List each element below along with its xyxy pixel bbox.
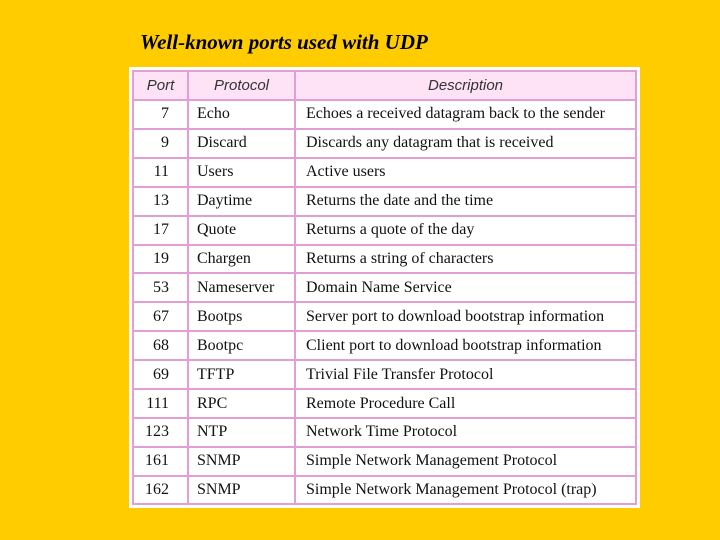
port-cell: 11 <box>134 159 189 188</box>
header-port: Port <box>134 72 189 101</box>
table-row <box>134 361 635 390</box>
description-cell: Domain Name Service <box>296 274 635 303</box>
port-cell: 67 <box>134 303 189 332</box>
protocol-cell: RPC <box>189 390 296 419</box>
description-cell: Client port to download bootstrap information <box>296 332 635 361</box>
udp-ports-table <box>132 70 637 505</box>
table-row <box>134 390 635 419</box>
port-cell: 53 <box>134 274 189 303</box>
description-cell: Returns the date and the time <box>296 188 635 217</box>
description-cell: Returns a quote of the day <box>296 217 635 246</box>
description-cell: Active users <box>296 159 635 188</box>
port-cell: 123 <box>134 419 189 448</box>
protocol-cell: Bootpc <box>189 332 296 361</box>
ports-table-container <box>129 67 640 508</box>
port-cell: 162 <box>134 477 189 503</box>
table-row <box>134 246 635 275</box>
description-cell: Returns a string of characters <box>296 246 635 275</box>
header-protocol: Protocol <box>189 72 296 101</box>
port-cell: 68 <box>134 332 189 361</box>
protocol-cell: Users <box>189 159 296 188</box>
slide-title: Well-known ports used with UDP <box>140 30 428 54</box>
table-row <box>134 217 635 246</box>
table-row <box>134 159 635 188</box>
protocol-cell: Discard <box>189 130 296 159</box>
protocol-cell: Chargen <box>189 246 296 275</box>
header-description: Description <box>296 72 635 101</box>
table-body <box>134 101 635 503</box>
description-cell: Discards any datagram that is received <box>296 130 635 159</box>
table-row <box>134 332 635 361</box>
protocol-cell: TFTP <box>189 361 296 390</box>
protocol-cell: SNMP <box>189 448 296 477</box>
port-cell: 69 <box>134 361 189 390</box>
table-row <box>134 101 635 130</box>
table-row <box>134 130 635 159</box>
protocol-cell: NTP <box>189 419 296 448</box>
description-cell: Echoes a received datagram back to the sender <box>296 101 635 130</box>
port-cell: 7 <box>134 101 189 130</box>
protocol-cell: Quote <box>189 217 296 246</box>
protocol-cell: Bootps <box>189 303 296 332</box>
description-cell: Remote Procedure Call <box>296 390 635 419</box>
protocol-cell: Nameserver <box>189 274 296 303</box>
port-cell: 161 <box>134 448 189 477</box>
table-row <box>134 303 635 332</box>
port-cell: 111 <box>134 390 189 419</box>
description-cell: Simple Network Management Protocol <box>296 448 635 477</box>
port-cell: 9 <box>134 130 189 159</box>
port-cell: 13 <box>134 188 189 217</box>
port-cell: 17 <box>134 217 189 246</box>
protocol-cell: SNMP <box>189 477 296 503</box>
port-cell: 19 <box>134 246 189 275</box>
table-row <box>134 274 635 303</box>
description-cell: Trivial File Transfer Protocol <box>296 361 635 390</box>
table-row <box>134 448 635 477</box>
table-row <box>134 419 635 448</box>
table-header-row <box>134 72 635 101</box>
protocol-cell: Daytime <box>189 188 296 217</box>
table-row <box>134 188 635 217</box>
description-cell: Server port to download bootstrap information <box>296 303 635 332</box>
protocol-cell: Echo <box>189 101 296 130</box>
table-row <box>134 477 635 503</box>
description-cell: Network Time Protocol <box>296 419 635 448</box>
description-cell: Simple Network Management Protocol (trap) <box>306 480 597 498</box>
